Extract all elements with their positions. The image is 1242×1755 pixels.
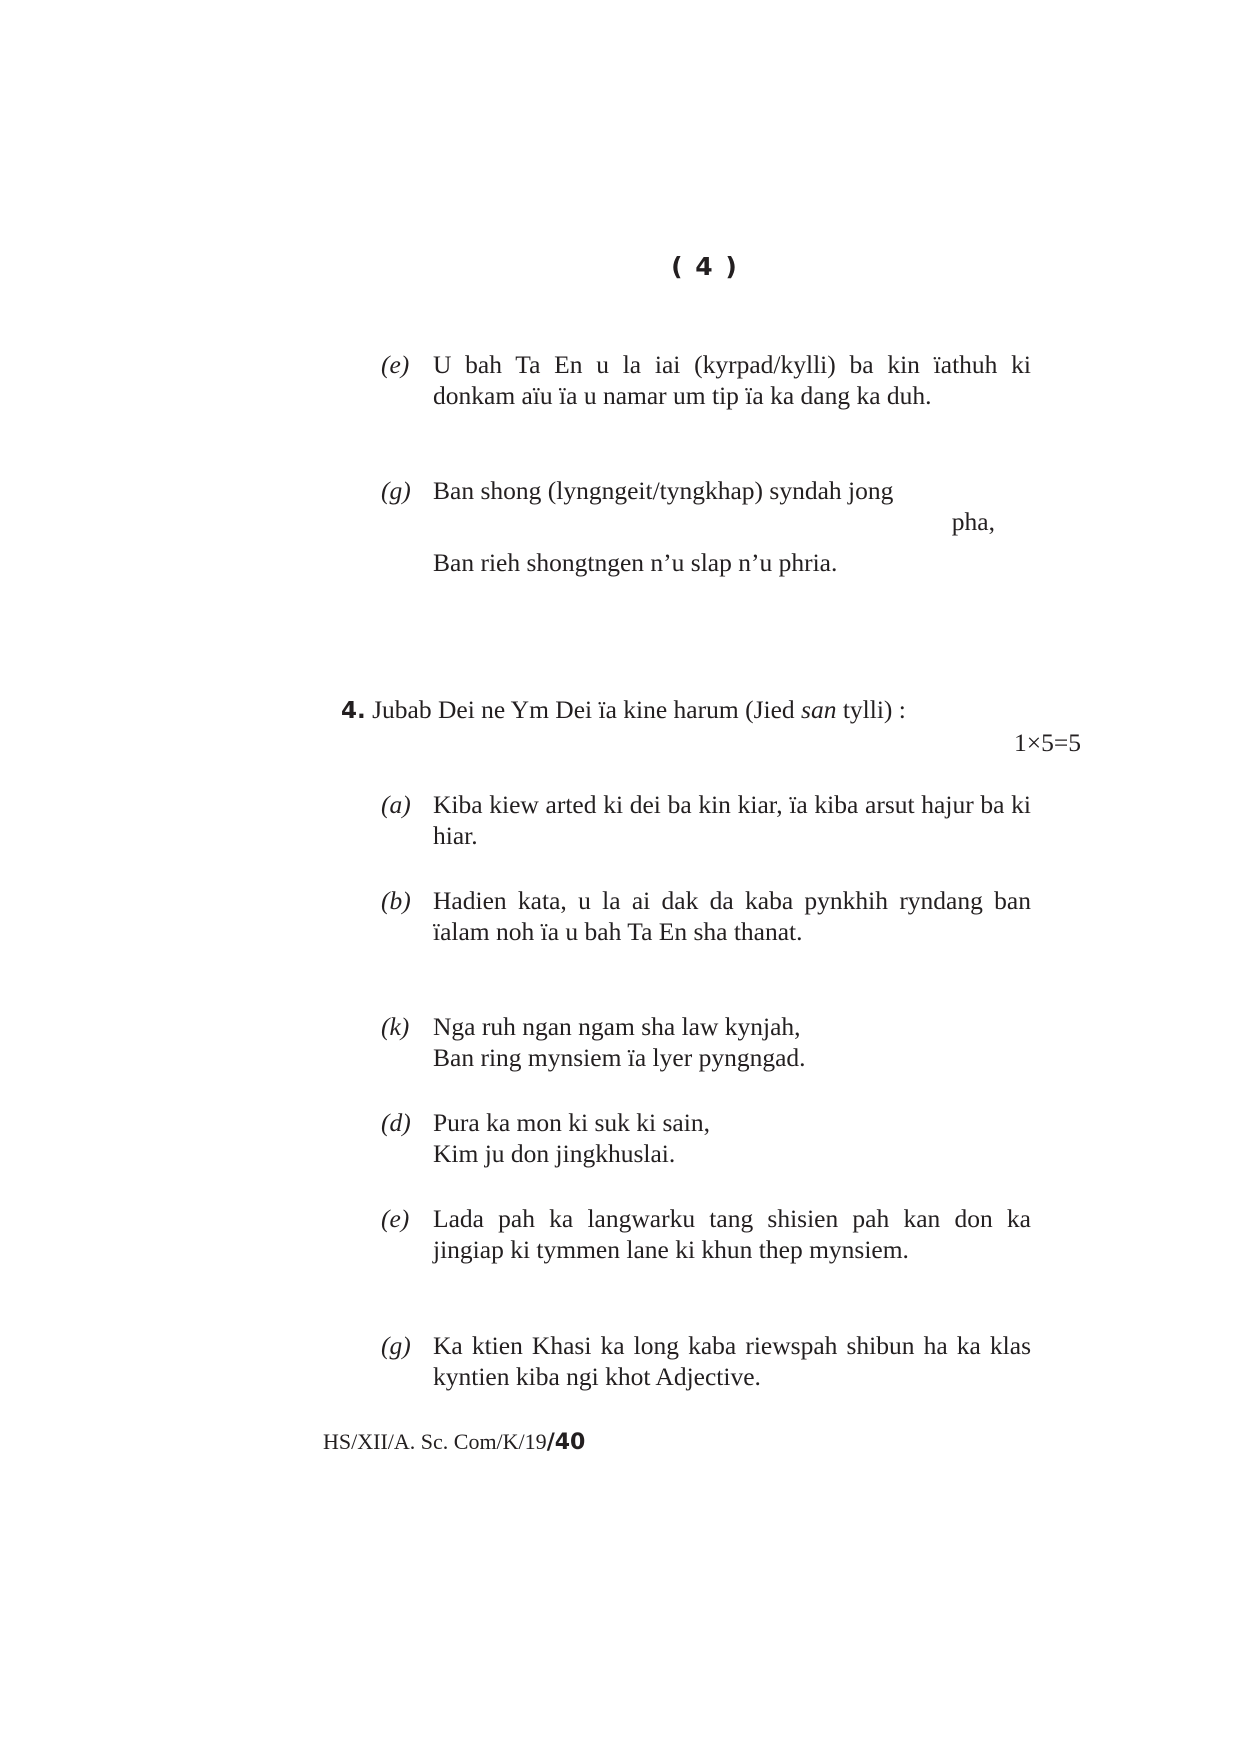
verse-line: Pura ka mon ki suk ki sain,: [433, 1108, 710, 1137]
item-4a: [381, 789, 1031, 851]
verse-line: Ban ring mynsiem ïa lyer pyngngad.: [433, 1043, 806, 1072]
question-4: [341, 694, 1081, 758]
item-3g: [381, 475, 1031, 578]
item-3e: [381, 349, 1031, 411]
verse-line: Ban rieh shongtngen n’u slap n’u phria.: [433, 548, 838, 577]
item-4g: [381, 1330, 1031, 1392]
verse-line: Kim ju don jingkhuslai.: [433, 1139, 676, 1168]
verse-line-continuation: pha,: [951, 507, 995, 536]
item-label: (e): [381, 350, 410, 379]
item-text: Hadien kata, u la ai dak da kaba pynkhih ryndang ban ïalam noh ïa u bah Ta En sha thanat.: [433, 886, 1031, 946]
question-text-end: tylli) :: [836, 695, 906, 724]
item-label: (k): [381, 1012, 410, 1041]
footer-code-text: HS/XII/A. Sc. Com/K/19: [323, 1429, 547, 1454]
item-4b: [381, 885, 1031, 947]
item-label: (b): [381, 886, 411, 915]
question-marks: 1×5=5: [1013, 728, 1081, 757]
item-text: Kiba kiew arted ki dei ba kin kiar, ïa kiba arsut hajur ba ki hiar.: [433, 790, 1031, 850]
item-4e: [381, 1203, 1031, 1265]
item-label: (g): [381, 1331, 411, 1360]
question-text: Jubab Dei ne Ym Dei ïa kine harum (Jied: [372, 695, 802, 724]
verse-line: Nga ruh ngan ngam sha law kynjah,: [433, 1012, 801, 1041]
item-label: (a): [381, 790, 411, 819]
page-number: ( 4 ): [671, 252, 739, 281]
item-label: (g): [381, 476, 411, 505]
question-number: 4.: [341, 698, 366, 724]
item-4k: [381, 1011, 1031, 1073]
item-text: Lada pah ka langwarku tang shisien pah kan don ka jingiap ki tymmen lane ki khun thep mynsiem.: [433, 1204, 1031, 1264]
item-text: U bah Ta En u la iai (kyrpad/kylli) ba kin ïathuh ki donkam aïu ïa u namar um tip ïa ka dang ka duh.: [433, 350, 1031, 410]
item-text: Ka ktien Khasi ka long kaba riewspah shibun ha ka klas kyntien kiba ngi khot Adjective.: [433, 1331, 1031, 1391]
footer-code: [323, 1429, 585, 1455]
item-label: (e): [381, 1204, 410, 1233]
item-4d: [381, 1107, 1031, 1169]
item-label: (d): [381, 1108, 411, 1137]
verse-line: Ban shong (lyngngeit/tyngkhap) syndah jong: [433, 476, 894, 505]
footer-code-suffix: /40: [546, 1430, 586, 1455]
question-text-italic: san: [801, 695, 837, 724]
